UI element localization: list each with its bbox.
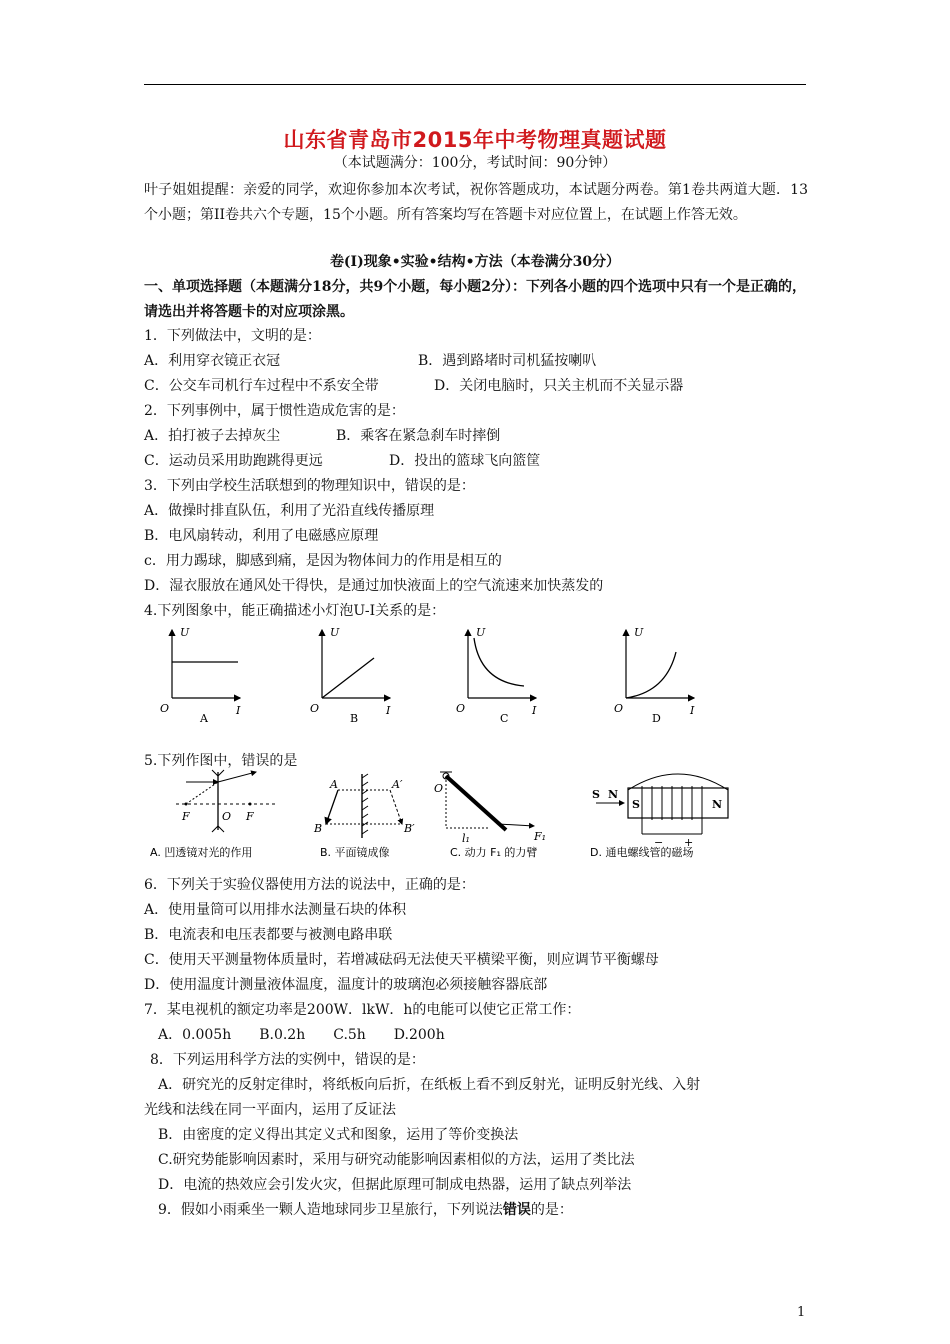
figure-b-label-b: B	[314, 822, 323, 835]
graph-b	[310, 626, 391, 725]
graph-a-label: A	[200, 712, 208, 725]
q8-option-c: C.研究势能影响因素时，采用与研究动能影响因素相似的方法，运用了类比法	[158, 1152, 635, 1168]
figure-d-solenoid	[592, 774, 728, 849]
q3-option-b: B．电风扇转动，利用了电磁感应原理	[144, 528, 379, 544]
graph-a	[160, 626, 241, 725]
figure-c-label-f1: F₁	[534, 830, 547, 843]
q5-figures	[146, 768, 806, 864]
figure-a-label-o: O	[222, 810, 232, 823]
q7-options: A．0.005h B.0.2h C.5h D.200h	[158, 1027, 445, 1043]
section-title: 卷(I)现象•实验•结构•方法（本卷满分30分）	[329, 254, 621, 270]
graph-b-x-label: I	[386, 704, 391, 717]
q6-option-b: B．电流表和电压表都要与被测电路串联	[144, 927, 393, 943]
graph-a-y-label: U	[180, 626, 190, 639]
figure-b-plane-mirror	[313, 774, 415, 838]
figure-b-label-a: A	[330, 778, 338, 791]
q4-stem: 4.下列图象中，能正确描述小灯泡U-I关系的是：	[144, 603, 446, 619]
q5-stem: 5.下列作图中，错误的是	[144, 753, 298, 769]
q9-stem-emphasis: 错误	[502, 1202, 531, 1218]
q8-option-a-line1: A．研究光的反射定律时，将纸板向后折，在纸板上看不到反射光，证明反射光线、入射	[158, 1077, 701, 1093]
q8-option-d: D．电流的热效应会引发火灾，但据此原理可制成电热器，运用了缺点列举法	[158, 1177, 632, 1193]
q2-option-c: C．运动员采用助跑跳得更远	[144, 453, 323, 469]
graph-d-x-label: I	[690, 704, 695, 717]
q8-stem: 8．下列运用科学方法的实例中，错误的是：	[150, 1052, 425, 1068]
intro-paragraph: 叶子姐姐提醒：亲爱的同学，欢迎你参加本次考试，祝你答题成功，本试题分两卷。第1卷共两道大题．13个小题；第II卷共六个专题，15个小题。所有答案均写在答题卡对应位置上，在试题上作答无效。	[144, 182, 808, 223]
figure-c-caption: C. 动力 F₁ 的力臂	[450, 846, 538, 859]
q2-option-d: D．投出的篮球飞向篮筐	[389, 453, 541, 469]
figure-d-minus: −	[654, 836, 664, 849]
graph-c-origin: O	[456, 702, 466, 715]
page-number: 1	[797, 1305, 806, 1320]
part-title: 一、单项选择题（本题满分18分，共9个小题，每小题2分）：下列各小题的四个选项中只有一个是正确的，请选出并将答题卡的对应项涂黑。	[144, 279, 806, 320]
q3-option-a: A．做操时排直队伍，利用了光沿直线传播原理	[144, 503, 435, 519]
graph-b-origin: O	[310, 702, 320, 715]
q8-option-a-line2: 光线和法线在同一平面内，运用了反证法	[144, 1102, 396, 1118]
q2-stem: 2．下列事例中，属于惯性造成危害的是：	[144, 403, 405, 419]
q8-option-b: B．由密度的定义得出其定义式和图象，运用了等价变换法	[158, 1127, 519, 1143]
figure-d-needle-n: N	[608, 788, 619, 801]
figure-a-label-f2: F	[246, 810, 254, 823]
q6-option-c: C．使用天平测量物体质量时，若增减砝码无法使天平横梁平衡，则应调节平衡螺母	[144, 952, 659, 968]
q1-option-b: B．遇到路堵时司机猛按喇叭	[418, 353, 597, 369]
graph-c	[456, 626, 537, 725]
graph-c-label: C	[500, 712, 509, 725]
q6-option-a: A．使用量筒可以用排水法测量石块的体积	[144, 902, 407, 918]
graph-d	[614, 626, 695, 725]
graph-a-x-label: I	[236, 704, 241, 717]
figure-a-concave-lens	[176, 770, 276, 832]
figure-d-pole-s: S	[632, 798, 640, 811]
q4-graphs	[150, 622, 790, 732]
q9-stem-before: 9．假如小雨乘坐一颗人造地球同步卫星旅行，下列说法	[158, 1202, 503, 1218]
figure-d-plus: +	[684, 836, 694, 849]
graph-c-x-label: I	[532, 704, 537, 717]
exam-info: （本试题满分：100分，考试时间：90分钟）	[333, 155, 617, 171]
graph-c-y-label: U	[476, 626, 486, 639]
graph-b-label: B	[350, 712, 359, 725]
q1-option-c: C．公交车司机行车过程中不系安全带	[144, 378, 379, 394]
q3-option-c: c．用力踢球，脚感到痛，是因为物体间力的作用是相互的	[144, 553, 502, 569]
figure-a-label-f1: F	[182, 810, 190, 823]
figure-b-caption: B. 平面镜成像	[320, 846, 390, 859]
q9-stem	[144, 1201, 573, 1219]
q2-option-b: B．乘客在紧急刹车时摔倒	[336, 428, 501, 444]
graph-a-origin: O	[160, 702, 170, 715]
q1-option-a: A．利用穿衣镜正衣冠	[144, 353, 281, 369]
graph-d-origin: O	[614, 702, 624, 715]
graph-b-y-label: U	[330, 626, 340, 639]
figure-d-pole-n: N	[712, 798, 723, 811]
q2-option-a: A．拍打被子去掉灰尘	[144, 428, 281, 444]
q3-option-d: D．湿衣服放在通风处干得快，是通过加快液面上的空气流速来加快蒸发的	[144, 578, 604, 594]
figure-b-label-b-prime: B′	[404, 822, 415, 835]
figure-d-needle-s: S	[592, 788, 600, 801]
q6-stem: 6．下列关于实验仪器使用方法的说法中，正确的是：	[144, 877, 475, 893]
header-rule	[144, 84, 806, 85]
figure-c-label-l1: l₁	[462, 832, 470, 845]
q6-option-d: D．使用温度计测量液体温度，温度计的玻璃泡必须接触容器底部	[144, 977, 548, 993]
figure-a-caption: A. 凹透镜对光的作用	[150, 846, 253, 859]
figure-c-lever-arm	[434, 772, 546, 845]
figure-c-label-o: O	[434, 782, 444, 795]
q9-stem-after: 的是：	[530, 1202, 573, 1218]
graph-d-y-label: U	[634, 626, 644, 639]
page-title: 山东省青岛市2015年中考物理真题试题	[283, 128, 667, 152]
figure-d-caption: D. 通电螺线管的磁场	[590, 846, 694, 859]
q1-stem: 1．下列做法中，文明的是：	[144, 328, 321, 344]
graph-d-label: D	[652, 712, 661, 725]
q1-option-d: D．关闭电脑时，只关主机而不关显示器	[434, 378, 684, 394]
figure-b-label-a-prime: A′	[392, 778, 403, 791]
q3-stem: 3．下列由学校生活联想到的物理知识中，错误的是：	[144, 478, 475, 494]
q7-stem: 7．某电视机的额定功率是200W．lkW．h的电能可以使它正常工作：	[144, 1002, 581, 1018]
